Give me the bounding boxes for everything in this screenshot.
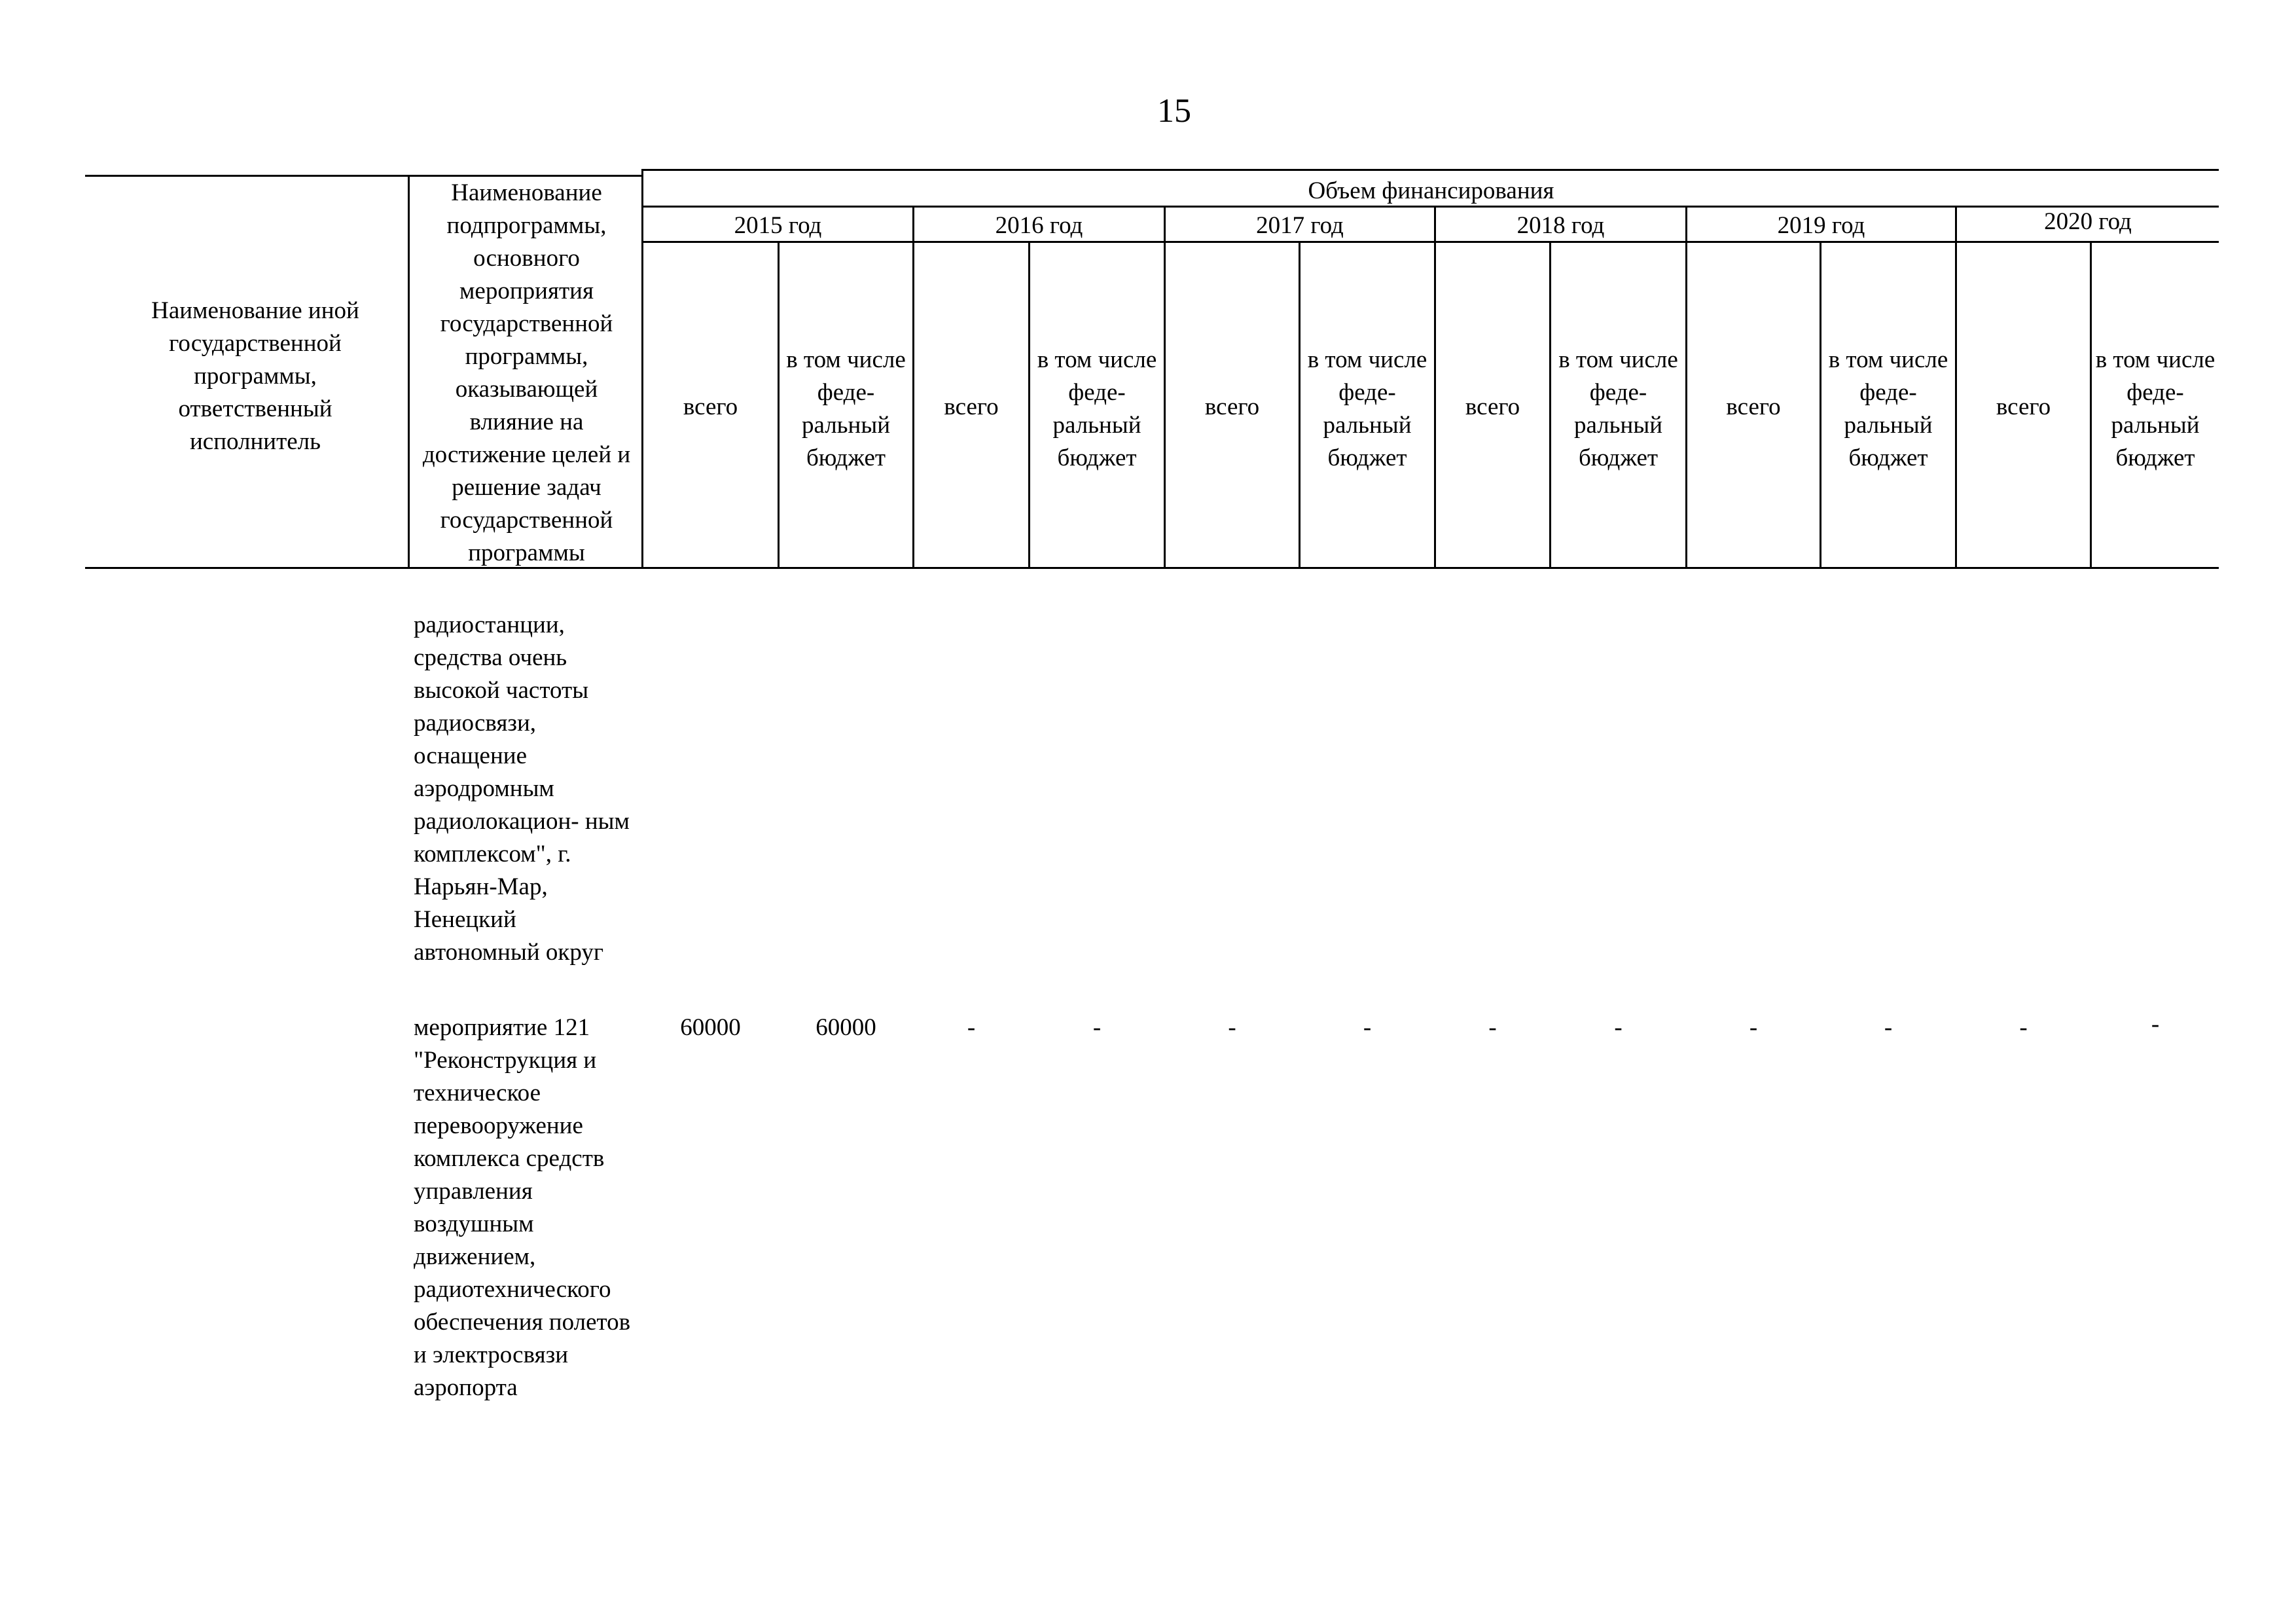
year-divider-2019 (1685, 206, 1687, 569)
table-top-rule-right (641, 169, 2219, 171)
header-program-executor: Наименование иной государственной программы, ответственный исполнитель (151, 297, 359, 455)
year-divider-2018 (1434, 206, 1436, 569)
subheader-total-2019: всего (1726, 393, 1781, 420)
subheader-federal-2015: в том числе феде- ральный бюджет (786, 346, 906, 471)
year-divider-2020 (1955, 206, 1957, 569)
row2-2016-federal: - (1092, 1014, 1102, 1041)
header-funding-title: Объем финансирования (1308, 177, 1554, 204)
year-divider-2017 (1164, 206, 1166, 569)
col-divider-1 (408, 175, 410, 569)
header-year-2019: 2019 год (1777, 212, 1865, 239)
row2-2018-total: - (1488, 1014, 1497, 1041)
header-year-2015: 2015 год (734, 212, 822, 239)
subheader-federal-2017: в том числе феде- ральный бюджет (1307, 346, 1427, 471)
row2-2020-total: - (2019, 1014, 2028, 1041)
header-measure-name: Наименование подпрограммы, основного мероприятия государственной программы, оказывающей влияние на достижение целей и решение задач государственной программы (422, 179, 631, 566)
row2-2018-federal: - (1614, 1014, 1623, 1041)
page-number: 15 (1157, 92, 1191, 130)
row2-2015-federal: 60000 (816, 1014, 876, 1041)
subheader-total-2020: всего (1996, 393, 2051, 420)
row2-2017-total: - (1228, 1014, 1236, 1041)
row1-measure: радиостанции, средства очень высокой частоты радиосвязи, оснащение аэродромным радиолокацион- ным комплексом", г. Нарьян-Мар, Ненецкий автономный округ (414, 611, 630, 966)
subheader-total-2017: всего (1204, 393, 1260, 420)
row2-2019-total: - (1749, 1014, 1758, 1041)
header-bottom-rule (85, 567, 2219, 569)
subheader-total-2016: всего (944, 393, 999, 420)
row2-measure: мероприятие 121 "Реконструкция и техническое перевооружение комплекса средств управления воздушным движением, радиотехнического обеспечения полетов и электросвязи аэропорта (414, 1014, 631, 1401)
year-divider-2016 (912, 206, 914, 569)
row2-2015-total: 60000 (680, 1014, 741, 1041)
header-year-2017: 2017 год (1256, 212, 1344, 239)
subheader-federal-2019: в том числе феде- ральный бюджет (1828, 346, 1948, 471)
subheader-federal-2020: в том числе феде- ральный бюджет (2095, 346, 2215, 471)
subheader-federal-2018: в том числе феде- ральный бюджет (1558, 346, 1678, 471)
subheader-federal-2016: в том числе феде- ральный бюджет (1037, 346, 1157, 471)
subheader-total-2015: всего (683, 393, 738, 420)
header-year-2018: 2018 год (1516, 212, 1605, 239)
header-year-2020: 2020 год (2044, 208, 2132, 235)
header-year-2016: 2016 год (995, 212, 1083, 239)
row2-2016-total: - (967, 1014, 976, 1041)
row2-2019-federal: - (1884, 1014, 1893, 1041)
row2-2020-federal: - (2151, 1011, 2160, 1038)
row2-2017-federal: - (1363, 1014, 1372, 1041)
subheader-total-2018: всего (1465, 393, 1520, 420)
